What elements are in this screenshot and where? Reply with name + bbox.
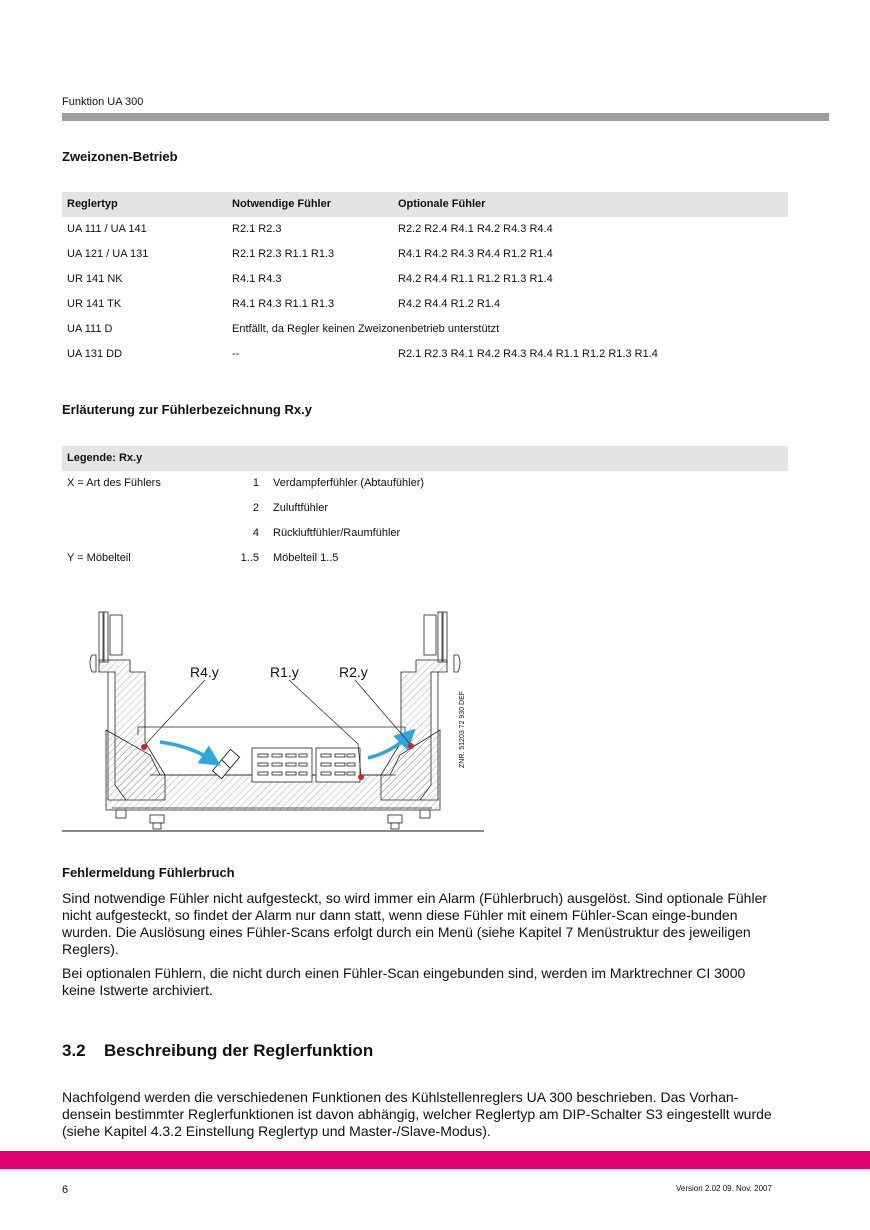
legend-header: Legende: Rx.y [67,452,143,464]
legend-code: 2 [252,502,259,514]
airflow-arrow-left [160,742,212,760]
feet [116,810,430,829]
legend-row [62,546,788,571]
cell-type: UA 121 / UA 131 [67,248,149,260]
running-header: Funktion UA 300 [62,96,144,108]
cell-required: R2.1 R2.3 [232,223,282,235]
cell-optional: R4.2 R4.4 R1.1 R1.2 R1.3 R1.4 [398,273,553,285]
table-row [62,267,788,292]
label-r2: R2.y [339,664,368,680]
paragraph-fehlermeldung-2: Bei optionalen Fühlern, die nicht durch einen Fühler-Scan eingebunden sind, werden im Marktrechner CI 3000 keine Istwerte archiviert. [62,965,746,998]
table-row [62,292,788,317]
sensor-r4-dot [141,744,147,750]
legend-row [62,521,788,546]
section-title-erlaeuterung: Erläuterung zur Fühlerbezeichnung Rx.y [62,402,312,417]
chapter-title: Beschreibung der Reglerfunktion [104,1041,374,1060]
table-header-row [62,192,788,217]
cell-required: R2.1 R2.3 R1.1 R1.3 [232,248,335,260]
leader-r1 [289,680,358,744]
cell-type: UA 111 / UA 141 [67,223,147,235]
leader-r4 [144,680,205,746]
cell-optional: R2.2 R2.4 R4.1 R4.2 R4.3 R4.4 [398,223,553,235]
legend-row [62,471,788,496]
sensor-r1-dot [358,774,364,780]
legend-table [62,446,788,571]
legend-header-row [62,446,788,471]
chapter-heading [62,1041,373,1061]
page-number: 6 [62,1184,69,1196]
section-title-fehlermeldung: Fehlermeldung Fühlerbruch [62,865,235,880]
col-header-optional: Optionale Fühler [398,198,486,210]
cell-type: UA 111 D [67,323,113,335]
legend-row [62,496,788,521]
footer-accent-bar [0,1151,870,1169]
header-rule [62,113,829,121]
cell-required: R4.1 R4.3 R1.1 R1.3 [232,298,335,310]
cell-required: Entfällt, da Regler keinen Zweizonenbetrieb unterstützt [232,323,500,335]
cell-type: UA 131 DD [67,348,123,360]
table-row [62,317,788,342]
table-row [62,242,788,267]
cell-type: UR 141 TK [67,298,122,310]
legend-code: 4 [252,527,259,539]
legend-desc: Zuluftfühler [273,502,329,514]
sensor-r2-dot [408,743,414,749]
cell-optional: R2.1 R2.3 R4.1 R4.2 R4.3 R4.4 R1.1 R1.2 R1.3 R1.4 [398,348,658,360]
refrigerated-case-diagram [0,600,500,840]
label-r1: R1.y [270,664,299,680]
label-r4: R4.y [190,664,219,680]
col-header-notwendig: Notwendige Fühler [232,198,331,210]
sensor-table [62,192,788,367]
cell-type: UR 141 NK [67,273,123,285]
paragraph-fehlermeldung-1: Sind notwendige Fühler nicht aufgesteckt, so wird immer ein Alarm (Fühlerbruch) ausgelöst. Sind optionale Fühler nicht aufgesteckt, so findet der Alarm nur dann statt, wenn diese Fühler mit einem Fühler-Scan einge-bunden wurden. Die Auslösung eines Fühler-Scans erfolgt durch ein Menü (siehe Kapitel 7 Menüstruktur des jeweiligen Reglers). [62,890,768,957]
col-header-reglertyp: Reglertyp [67,198,118,210]
version-info: Version 2.02 09. Nov. 2007 [676,1184,772,1193]
legend-desc: Verdampferfühler (Abtaufühler) [273,477,425,489]
cell-optional: R4.2 R4.4 R1.2 R1.4 [398,298,501,310]
cell-optional: R4.1 R4.2 R4.3 R4.4 R1.2 R1.4 [398,248,553,260]
evaporator [252,748,360,782]
legend-code: 1 [252,477,259,489]
legend-desc: Rückluftfühler/Raumfühler [273,527,401,539]
table-row [62,217,788,242]
chapter-number: 3.2 [62,1041,86,1060]
legend-label: X = Art des Fühlers [67,477,161,489]
legend-code: 1..5 [240,552,259,564]
fan-icon [212,749,239,778]
cell-required: R4.1 R4.3 [232,273,282,285]
paragraph-reglerfunktion: Nachfolgend werden die verschiedenen Funktionen des Kühlstellenreglers UA 300 beschrieben. Das Vorhan-densein bestimmter Reglerfunktionen ist davon abhängig, welcher Reglertyp am DIP-Schalter S3 eingestellt wurde (siehe Kapitel 4.3.2 Einstellung Reglertyp und Master-/Slave-Modus). [62,1089,772,1139]
table-row [62,342,788,367]
drawing-number: ZNR. 51203 72 930 DEF [459,690,466,768]
cell-required: -- [232,348,240,360]
section-title-zweizonen: Zweizonen-Betrieb [62,149,178,164]
legend-label: Y = Möbelteil [67,552,131,564]
legend-desc: Möbelteil 1..5 [273,552,339,564]
